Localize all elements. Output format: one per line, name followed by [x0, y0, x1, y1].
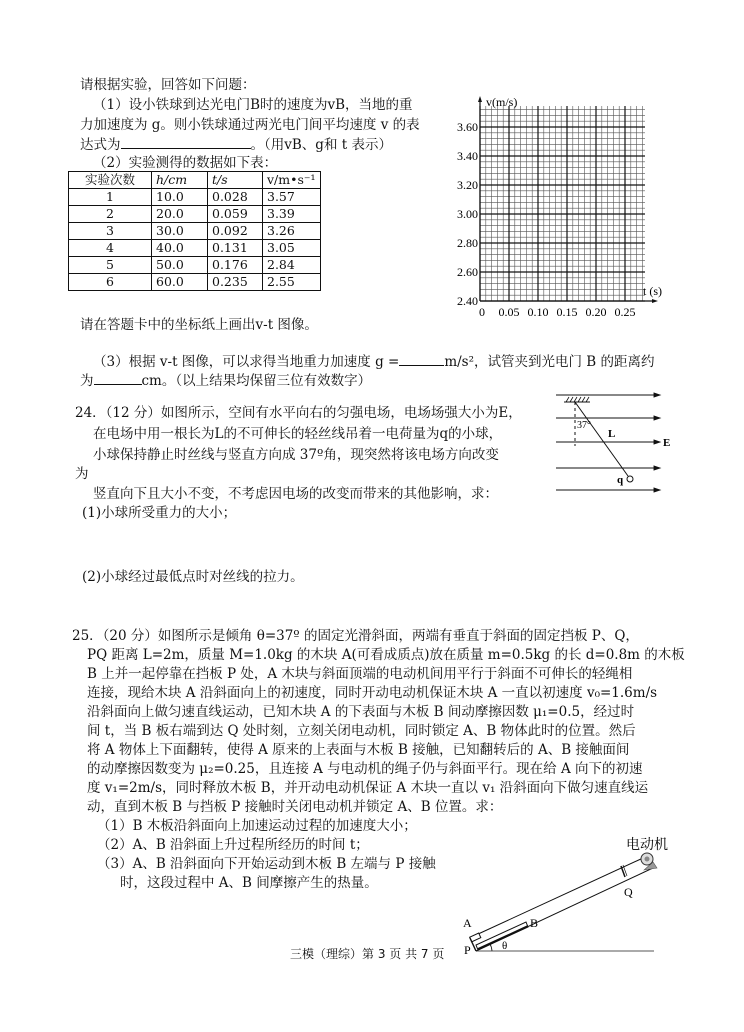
label-theta: θ: [502, 940, 508, 952]
q23-p1-line3: [80, 135, 392, 154]
q25-sub2: （2）A、B 沿斜面上升过程所经历的时间 t；: [97, 837, 369, 853]
q23-p1-line2: 力加速度为 g。则小铁球通过两光电门间平均速度 v 的表: [80, 117, 420, 133]
y-tick: 3.20: [457, 178, 478, 192]
x-tick: 0.15: [556, 305, 578, 319]
q25-sub1: （1）B 木板沿斜面向上加速运动过程的加速度大小；: [97, 818, 417, 834]
table-row: [69, 274, 321, 291]
q23-p1-line1: （1）设小铁球到达光电门B时的速度为vB，当地的重: [93, 97, 413, 113]
charge-label: q: [617, 474, 624, 486]
cell: 2.55: [263, 274, 321, 291]
q24-line5: 竖直向下且大小不变，不考虑因电场的改变而带来的其他影响，求：: [93, 486, 498, 502]
q24-line1: 24．（12 分）如图所示，空间有水平向右的匀强电场，电场场强大小为E，: [75, 405, 522, 421]
vt-graph-paper: [440, 92, 670, 322]
cell: 4: [69, 240, 152, 257]
cell: 0.176: [208, 257, 263, 274]
motor-label: 电动机: [626, 837, 668, 853]
q25-line: 沿斜面向上做匀速直线运动，已知木块 A 的下表面与木板 B 间动摩擦因数 μ₁=0.5，经过时: [87, 704, 635, 720]
page-footer: 三模（理综）第 3 页 共 7 页: [290, 947, 445, 961]
q24-sub1: (1)小球所受重力的大小；: [82, 505, 237, 521]
q25-line: PQ 距离 L=2m，质量 M=1.0kg 的木块 A(可看成质点)放在质量 m=0.5kg 的长 d=0.8m 的木板: [87, 647, 685, 663]
q24-line2: 在电场中用一根长为L的不可伸长的轻丝线吊着一电荷量为q的小球，: [93, 426, 503, 442]
cell: 20.0: [152, 206, 208, 223]
cell: 2: [69, 206, 152, 223]
q23-p1-line3-post: 。（用vB、g和 t 表示）: [250, 137, 392, 153]
cell: 0.235: [208, 274, 263, 291]
answer-blank-avg-velocity[interactable]: [121, 135, 251, 149]
q23-p1-line3-pre: 达式为: [80, 137, 121, 153]
q25-line: 动，直到木板 B 与挡板 P 接触时关闭电动机并锁定 A、B 位置。求：: [87, 799, 503, 815]
length-label: L: [608, 428, 616, 440]
plot-instruction: 请在答题卡中的坐标纸上画出v-t 图像。: [80, 317, 318, 333]
q23-p3-line1: [93, 352, 655, 371]
q25-line: 连接，现给木块 A 沿斜面向上的初速度，同时开动电动机保证木块 A 一直以初速度 v₀=1.6m/s: [87, 685, 658, 701]
q24-line3: 小球保持静止时丝线与竖直方向成 37º角，现突然将该电场方向改变: [93, 447, 499, 463]
field-label: E: [663, 437, 671, 449]
answer-blank-g[interactable]: [399, 352, 444, 366]
label-A: A: [463, 916, 472, 930]
cell: 1: [69, 189, 152, 206]
y-tick: 3.60: [457, 120, 478, 134]
q23-p2: （2）实验测得的数据如下表：: [93, 155, 278, 171]
q23-intro: 请根据实验，回答如下问题：: [80, 77, 256, 93]
x-tick: 0.05: [498, 305, 520, 319]
label-Q: Q: [624, 885, 633, 899]
q25-line: B 上并一起停靠在挡板 P 处，A 木块与斜面顶端的电动机间用平行于斜面不可伸长的轻绳相: [87, 666, 633, 682]
q23-p3-text-c: 为: [80, 373, 94, 389]
table-row: [69, 223, 321, 240]
pendulum-diagram: [548, 390, 678, 500]
y-axis-label: v(m/s): [486, 95, 518, 109]
table-row: [69, 257, 321, 274]
cell: 40.0: [152, 240, 208, 257]
table-row: [69, 240, 321, 257]
q23-p3-text-d: cm。（以上结果均保留三位有效数字）: [141, 373, 372, 389]
y-tick: 2.40: [457, 294, 478, 308]
cell: 30.0: [152, 223, 208, 240]
table-header: v/m•s⁻¹: [263, 172, 321, 189]
cell: 3.26: [263, 223, 321, 240]
cell: 0.028: [208, 189, 263, 206]
q23-p3-text-a: （3）根据 v-t 图像，可以求得当地重力加速度 g =: [93, 354, 400, 370]
table-row: [69, 189, 321, 206]
cell: 10.0: [152, 189, 208, 206]
cell: 3.57: [263, 189, 321, 206]
q23-p3-line2: [80, 371, 371, 390]
cell: 3: [69, 223, 152, 240]
cell: 2.84: [263, 257, 321, 274]
q25-line: 度 v₁=2m/s，同时释放木板 B，并开动电动机保证 A 木块一直以 v₁ 沿斜面向下做匀速直线运: [87, 780, 649, 796]
q25-line: 将 A 物体上下面翻转，使得 A 原来的上表面与木板 B 接触，已知翻转后的 A、B 接触面间: [87, 742, 630, 758]
table-header-row: [69, 172, 321, 189]
y-tick: 2.80: [457, 236, 478, 250]
angle-label: 37°: [577, 420, 591, 431]
table-row: [69, 206, 321, 223]
label-P: P: [464, 943, 471, 955]
q23-p3-text-b: m/s²，试管夹到光电门 B 的距离约: [444, 354, 655, 370]
cell: 50.0: [152, 257, 208, 274]
table-header: t/s: [208, 172, 263, 189]
y-tick: 3.00: [457, 207, 478, 221]
q25-line: 间 t，当 B 板右端到达 Q 处时刻，立刻关闭电动机，同时锁定 A、B 物体此时的位置。然后: [87, 723, 636, 739]
incline-diagram: [450, 825, 690, 955]
x-tick: 0.10: [527, 305, 549, 319]
x-tick: 0: [479, 305, 485, 319]
x-tick: 0.20: [585, 305, 607, 319]
q24-line4: 为: [75, 466, 89, 482]
q25-line: 的动摩擦因数变为 μ₂=0.25，且连接 A 与电动机的绳子仍与斜面平行。现在给 A 向下的初速: [87, 761, 643, 777]
q25-sub3-a: （3）A、B 沿斜面向下开始运动到木板 B 左端与 P 接触: [97, 856, 436, 872]
cell: 60.0: [152, 274, 208, 291]
cell: 0.131: [208, 240, 263, 257]
cell: 5: [69, 257, 152, 274]
table-header: h/cm: [152, 172, 208, 189]
answer-blank-distance[interactable]: [94, 371, 142, 385]
y-tick: 3.40: [457, 149, 478, 163]
x-axis-label: t (s): [643, 284, 662, 298]
cell: 3.39: [263, 206, 321, 223]
cell: 0.092: [208, 223, 263, 240]
y-tick: 2.60: [457, 265, 478, 279]
label-B: B: [530, 916, 539, 930]
data-table: [68, 171, 321, 291]
table-header: 实验次数: [69, 172, 152, 189]
q25-sub3-b: 时，这段过程中 A、B 间摩擦产生的热量。: [120, 875, 378, 891]
q24-sub2: (2)小球经过最低点时对丝线的拉力。: [82, 569, 304, 585]
cell: 6: [69, 274, 152, 291]
cell: 3.05: [263, 240, 321, 257]
q25-line: 25．（20 分）如图所示是倾角 θ=37º 的固定光滑斜面，两端有垂直于斜面的固定挡板 P、Q，: [72, 628, 639, 644]
cell: 0.059: [208, 206, 263, 223]
x-tick: 0.25: [614, 305, 636, 319]
